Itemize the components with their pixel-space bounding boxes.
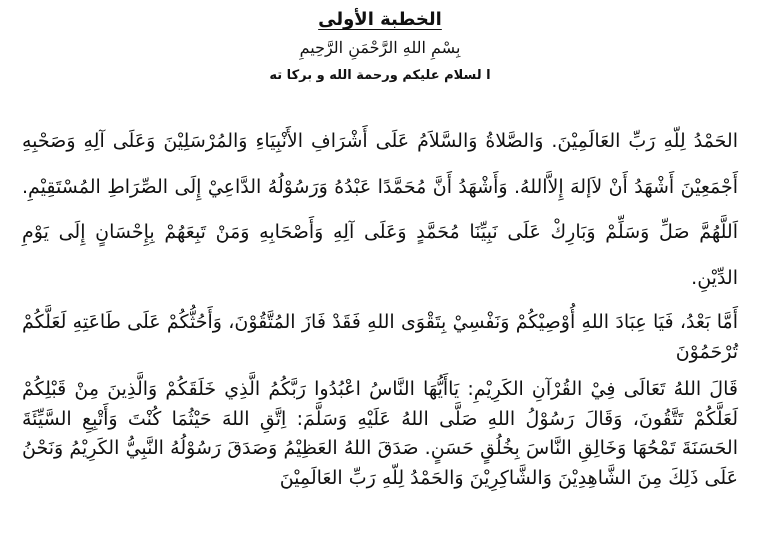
quran-hadith-paragraph: قَالَ اللهُ تَعَالَى فِيْ القُرْآنِ الكَرِيْمِ: يَاأَيُّهَا النَّاسُ اعْبُدُوا رَبَّكُمُ الَّذِي خَلَقَكُمْ وَالَّذِينَ مِنْ قَبْلِكُمْ لَعَلَّكُمْ تَتَّقُونَ، وَقَالَ رَسُوْلُ اللهِ صَلَّى اللهُ عَلَيْهِ وَسَلَّمَ: اِتَّقِ اللهَ حَيْثُمَا كُنْتَ وَأَتْبِعِ السَّيِّئَةَ الحَسَنَةَ تَمْحُهَا وَخَالِقِ النَّاسَ بِخُلُقٍ حَسَنٍ. صَدَقَ اللهُ العَظِيْمُ وَصَدَقَ رَسُوْلُهُ النَّبِيُّ الكَرِيْمُ وَنَحْنُ عَلَى ذَلِكَ مِنَ الشَّاهِدِيْنَ وَالشَّاكِرِيْنَ وَالحَمْدُ لِلّهِ رَبِّ العَالَمِيْنَ (22, 378, 738, 489)
exhortation-paragraph: أَمَّا بَعْدُ، فَيَا عِبَادَ اللهِ أُوْصِيْكُمْ وَنَفْسِيْ بِتَقْوَى اللهِ فَقَدْ فَازَ المُتَّقُوْنَ، وَأَحُثُّكُمْ عَلَى طَاعَتِهِ لَعَلَّكُمْ تُرْحَمُوْنَ (22, 311, 738, 363)
greeting-line: ا لسلام عليكم ورحمة الله و بركا ته (269, 68, 491, 83)
basmala-line: بِسْمِ اللهِ الرَّحْمَنِ الرَّحِيمِ (299, 38, 461, 57)
opening-paragraph: الحَمْدُ لِلّهِ رَبِّ العَالَمِيْنَ. وَالصَّلاةُ وَالسَّلاَمُ عَلَى أَشْرَافِ الأَنْبِيَاءِ وَالمُرْسَلِيْنَ وَعَلَى آلِهِ وَصَحْبِهِ أَجْمَعِيْنَ أَشْهَدُ أَنْ لاَإلهَ إِلاَّاللهُ. وَأَشْهَدُ أَنَّ مُحَمَّدًا عَبْدُهُ وَرَسُوْلُهُ الدَّاعِيْ إِلَى الصِّرَاطِ المُسْتَقِيْمِ. اَللَّهُمَّ صَلِّ وَسَلِّمْ وَبَارِكْ عَلَى نَبِيِّنَا مُحَمَّدٍ وَعَلَى آلِهِ وَأَصْحَابِهِ وَمَنْ تَبِعَهُمْ بِإِحْسَانٍ إِلَى يَوْمِ الدِّيْنِ. (22, 130, 738, 289)
sermon-title: الخطبة الأولى (318, 9, 442, 30)
